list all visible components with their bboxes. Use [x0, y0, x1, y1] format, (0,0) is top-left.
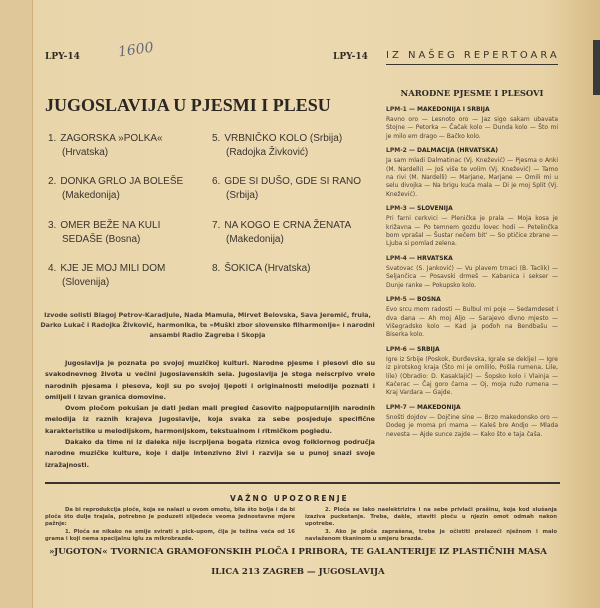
track-title: ŠOKICA (Hrvatska) [224, 263, 311, 274]
track-title: OMER BEŽE NA KULI [60, 220, 161, 231]
track-item [212, 175, 380, 203]
track-number: 3. [48, 220, 57, 231]
warning-item: 2. Ploča se lako naelektrizira i na sebe privlači prašinu, koja kod slušanja izaziva pucketanje. Treba, dakle, staviti ploču u njezin omot odmah nakon upotrebe. [305, 507, 557, 528]
track-region: SEDAŠE (Bosna) [62, 234, 141, 245]
track-title: ZAGORSKA »POLKA« [60, 133, 163, 144]
performer-credits: Izvode solisti Blagoj Petrov-Karadjule, Nada Mamula, Mirvet Belovska, Sava Jeremić, frula, Darko Lukač i Radojka Živković, harmonika, te »Muški zbor slovenske filharmonije« i narodni ansambl Radio Zagreba i Skopja [40, 311, 375, 339]
repertoire-region: SLOVENIJA [417, 205, 453, 213]
divider [45, 482, 560, 484]
track-number: 1. [48, 133, 57, 144]
edge-mark [593, 40, 600, 95]
repertoire-region: HRVATSKA [417, 254, 453, 262]
repertoire-underline [386, 64, 558, 65]
repertoire-region: BOSNA [417, 296, 441, 304]
repertoire-songs: Ravno oro — Lesnoto oro — Jaz sigo sakam ubavata Stojne — Petorka — Čačak kolo — Dunda kolo — Što mi je milo em drago — Bačko kolo. [386, 116, 558, 140]
repertoire-item [386, 346, 558, 398]
track-item [48, 219, 208, 247]
repertoire-code-line [386, 404, 558, 411]
repertoire-item [386, 205, 558, 249]
track-item [48, 132, 208, 160]
track-title: KJE JE MOJ MILI DOM [60, 263, 166, 274]
repertoire-code-line [386, 147, 558, 154]
repertoire-item [386, 106, 558, 141]
track-region: (Srbija) [226, 190, 259, 201]
repertoire-region: DALMACIJA (HRVATSKA) [417, 147, 498, 155]
publisher-name: »JUGOTON« TVORNICA GRAMOFONSKIH PLOČA I PRIBORA, TE GALANTERIJE IZ PLASTIČNIH MASA [49, 547, 547, 557]
repertoire-region: SRBIJA [417, 345, 440, 353]
repertoire-songs: Snošti dojdov — Dojčine sine — Brzo makedonsko oro — Dodeg je moma pri mama — Kaleš bre Andjo — Mlada nevesta — Ajde sunce zajde — Kako što e taja čaša. [386, 413, 558, 438]
track-title: NA KOGO E CRNA ŽENATA [224, 220, 352, 231]
warning-title: VAŽNO UPOZORENJE [230, 494, 349, 503]
repertoire-code: LPM-1 — [386, 106, 415, 113]
track-item [212, 262, 380, 276]
repertoire-code: LPM-5 — [386, 296, 415, 304]
repertoire-code-line [386, 106, 558, 113]
track-region: (Radojka Živković) [226, 147, 309, 158]
repertoire-column [386, 88, 558, 439]
track-number: 2. [48, 176, 57, 187]
repertoire-code: LPM-7 — [386, 403, 415, 411]
track-title: VRBNIČKO KOLO (Srbija) [224, 133, 343, 144]
liner-paragraph: Dakako da time ni iz daleka nije iscrpljena bogata riznica ovog folklornog područja narodne muzičke kulture, koje i dalje intenzivno živi i razvija se u punoj snazi svoje izražajnosti. [45, 438, 375, 469]
track-item [48, 262, 208, 290]
repertoire-songs: Pri farni cerkvici — Plenička je prala — Moja kosa je križavna — Po temnem gozdu lovec hodi — Petelinčka bom vprašal — Šustar nečem bit' — So ptičice zbrane — Ljuba si pomlad zelena. [386, 215, 558, 248]
track-number: 8. [212, 263, 221, 274]
liner-notes [45, 358, 375, 471]
liner-paragraph: Ovom pločom pokušan je dati jedan mali pregled časovito najpopularnijih narodnih melodija iz raznih krajeva Jugoslavije, koja svaka za sebe posjeduje specifične karakteristike u melodijskom, harmonijskom, tekstualnom i ritmičkom pogledu. [45, 404, 375, 435]
repertoire-code: LPM-3 — [386, 205, 415, 213]
repertoire-code: LPM-6 — [386, 345, 415, 353]
warning-item: 3. Ako je ploča zaprašena, treba je očistiti prelazeći nježnom i malo navlaženom tkaninom u smjeru brazda. [305, 528, 557, 542]
repertoire-item [386, 404, 558, 439]
track-region: (Slovenija) [62, 277, 110, 288]
repertoire-heading: IZ NAŠEG REPERTOARA [386, 50, 560, 61]
repertoire-code-line [386, 205, 558, 212]
track-item [48, 175, 208, 203]
catalog-number-right: LPY-14 [333, 52, 368, 62]
track-number: 7. [212, 220, 221, 231]
handwritten-price: 1600 [117, 39, 155, 61]
repertoire-subheading: NARODNE PJESME I PLESOVI [400, 88, 544, 98]
repertoire-code-line [386, 296, 558, 303]
album-title: JUGOSLAVIJA U PJESMI I PLESU [45, 95, 331, 115]
sleeve-spine [0, 0, 33, 608]
track-item [212, 132, 380, 160]
repertoire-item [386, 296, 558, 340]
catalog-number-left: LPY-14 [45, 52, 80, 62]
repertoire-songs: Ja sam mladi Dalmatinac (Vj. Knežević) — Pjesma o Anki (M. Nardelli) — Još više te volim (Vj. Knežević) — Tamo na rivi (M. Nardelli) — Marjane, Marjane — Omili mi u selu divojka — Na brigu kuća mala — Di je moj Split (Vj. Knežević). [386, 157, 558, 198]
repertoire-songs: Evo srcu mom radosti — Bulbul mi poje — Sedamdeset i dva dana — Ah moj Aljo — Sarajevo divno mjesto — Višegradsko kolo — Kad ja pođoh na Bendbašu — Biserka kolo. [386, 306, 558, 339]
warning-intro: Da bi reprodukcija ploče, koja se nalazi u ovom omotu, bila što bolja i da bi ploča što dulje trajala, potrebno je poduzeti slijedeće veoma jednostavne mjere pažnje: [45, 507, 295, 528]
repertoire-region: MAKEDONIJA I SRBIJA [417, 106, 490, 113]
track-number: 6. [212, 176, 221, 187]
repertoire-item [386, 255, 558, 290]
track-region: (Makedonija) [226, 234, 284, 245]
track-item [212, 219, 380, 247]
track-number: 4. [48, 263, 57, 274]
track-title: GDE SI DUŠO, GDE SI RANO [224, 176, 362, 187]
track-title: DONKA GRLO JA BOLEŠE [60, 176, 184, 187]
repertoire-code: LPM-4 — [386, 254, 415, 262]
repertoire-songs: Igre iz Srbije (Poskok, Đurđevska, Igrale se deklje) — Igre iz pirotskog kraja (Što mi je omililo, Pošla rumena, Lile, lile) (Obradio: D. Kasaklajić) — Šopsko kolo i Vlainja — Kačerac — Čaj goro čarna — Oj, moja ružo rumena — Kraj Vardara — Gajde. [386, 355, 558, 397]
liner-paragraph: Jugoslavija je poznata po svojoj muzičkoj kulturi. Narodne pjesme i plesovi dio su svakodnevnog života u većini jugoslavenskih sela. Jugoslavija je stoga neiscrpivo vrelo narodnih pjesama i plesova, koji su po svojoj ljepoti i originalnosti melodije poznati i omiljeli i izvan granica domovine. [45, 359, 375, 401]
track-number: 5. [212, 133, 221, 144]
repertoire-code: LPM-2 — [386, 147, 415, 155]
track-region: (Hrvatska) [62, 147, 109, 158]
repertoire-item [386, 147, 558, 199]
warning-left [45, 507, 295, 543]
repertoire-code-line [386, 255, 558, 262]
repertoire-code-line [386, 346, 558, 353]
warning-item: 1. Ploča se nikako ne smije svirati s pick-upom, čija je težina veća od 16 grama i koji nema specijalnu iglu za mikrobrazde. [45, 528, 295, 542]
repertoire-songs: Svatovac (S. Janković) — Vu plavem trnaci (B. Taclik) — Seljančica — Posavski drmeš — Kabanica i sekser — Dunje ranke — Pokupsko kolo. [386, 264, 558, 289]
publisher-address: ILICA 213 ZAGREB — JUGOSLAVIJA [211, 567, 385, 577]
warning-right [305, 507, 557, 543]
repertoire-region: MAKEDONIJA [417, 403, 461, 411]
track-region: (Makedonija) [62, 190, 120, 201]
